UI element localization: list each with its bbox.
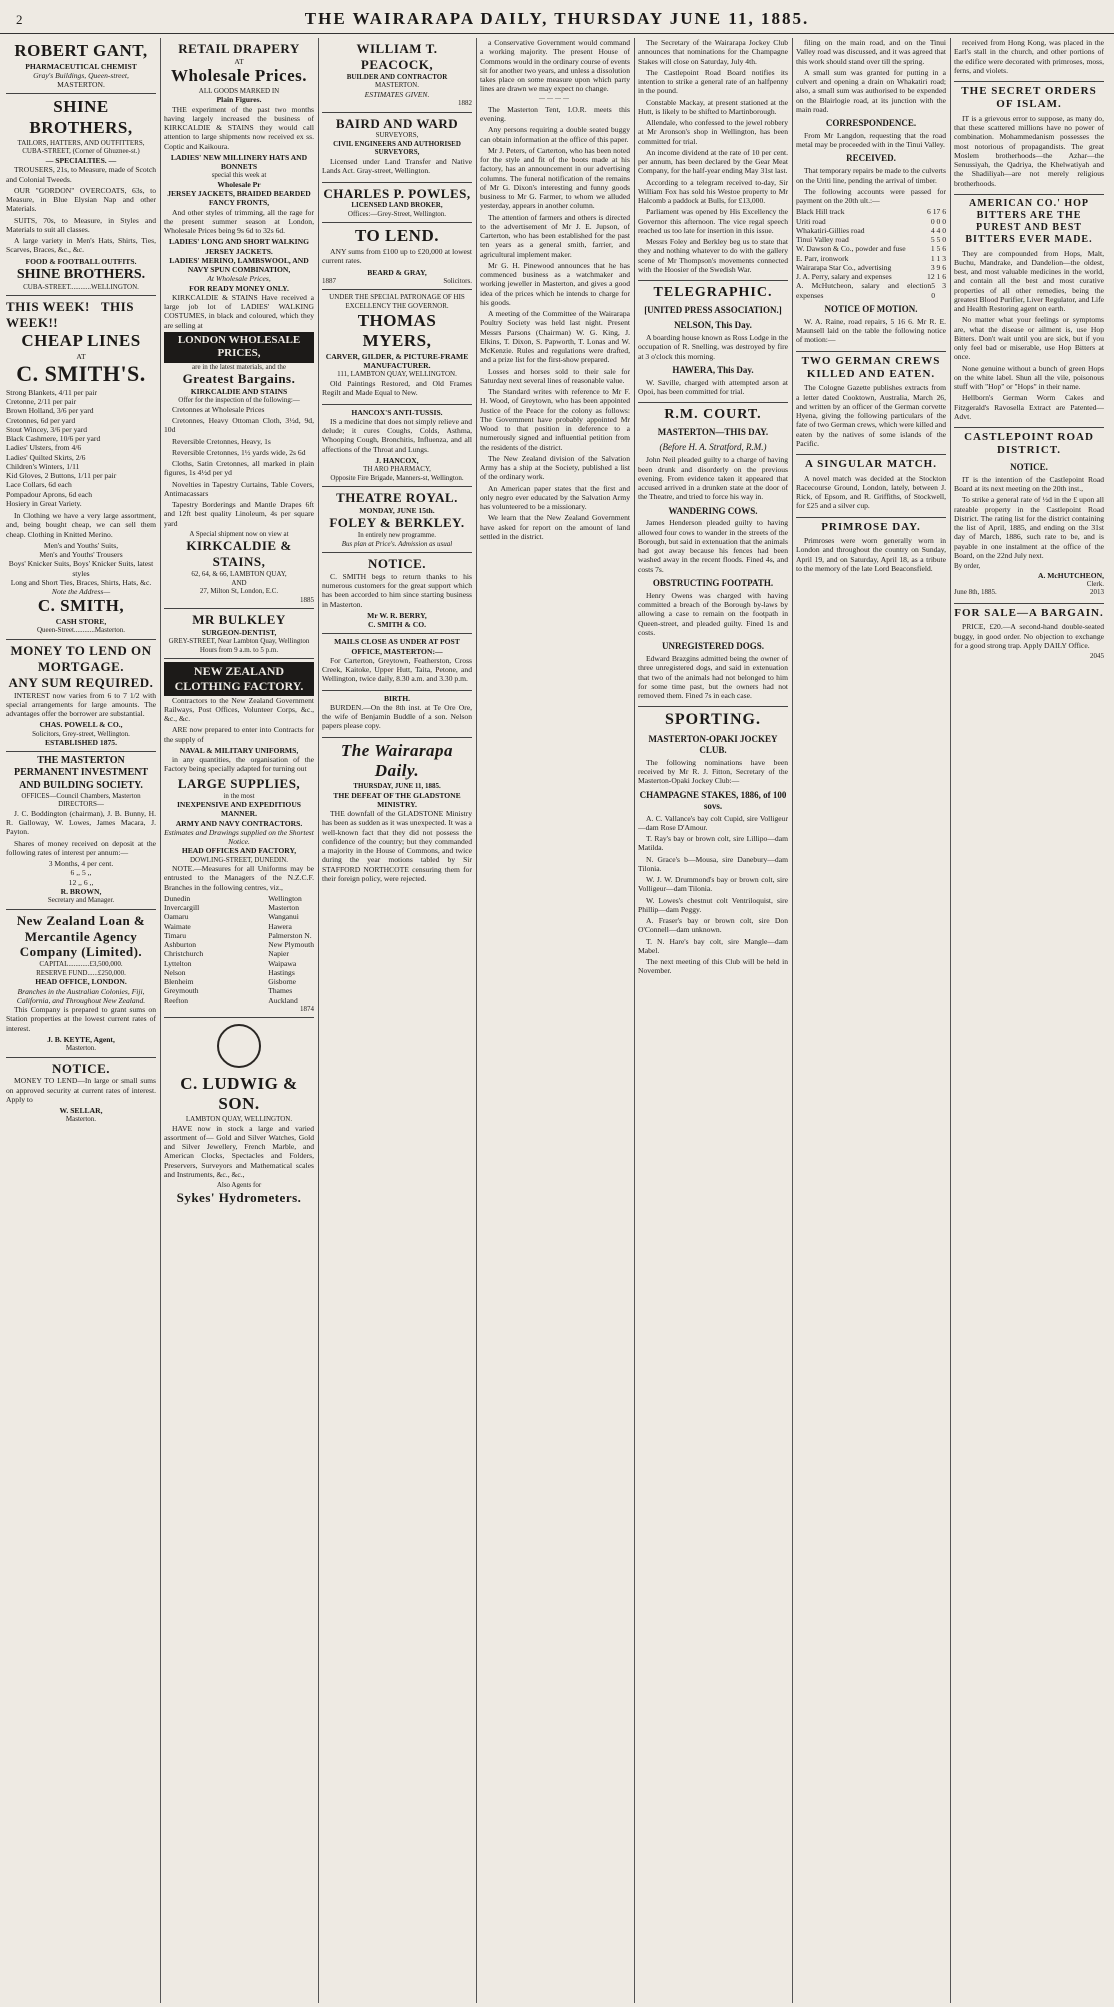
smiths-lines: Strong Blankets, 4/11 per pair Cretonne, 2/11 per pair Brown Holland, 3/6 per yard Cretonnes, 6d per yard Stout Wincey, 3/6 per yard Black Cashmere, 10/6 per yard Ladies' Ulsters, from 4/6 Ladies' Quilted Skirts, 2/6 Children's Winters, 1/11 Kid Gloves, 2 Buttons, 1/11 per pair Lace Collars, 6d each Pompadour Aprons, 6d each Hosiery in Great Variety.	[6, 387, 117, 508]
income-paragraph: An income dividend at the rate of 10 per cent. per annum, has been declared by the Gear Meat Company, for the half-year ending May 31st last.	[638, 147, 788, 176]
buggy-paragraph: Any persons requiring a double seated buggy can obtain information at the office of this paper.	[480, 125, 630, 144]
shares: Shares of money received on deposit at the following rates of interest per annum:—	[6, 838, 156, 857]
column-7	[954, 38, 1104, 2003]
shine-item: SUITS, 70s, to Measure, in Styles and Materials to suit all classes.	[6, 215, 156, 234]
court-text: John Neil pleaded guilty to a charge of having been drunk and disorderly on the previous evening. From evidence taken it appeared that accused arrived in a drunken state at the door of the Theatre, and tried to force his way in.	[638, 455, 788, 502]
parliament-paragraph: Parliament was opened by His Excellency the Governor this afternoon. The vice regal speech reached us too late for insertion in this issue.	[638, 207, 788, 235]
myers-4: Old Paintings Restored, and Old Frames Regilt and Made Equal to New.	[322, 379, 472, 398]
chas-powell-2: Solicitors, Grey-street, Wellington.	[32, 729, 130, 738]
hancox: HANCOX'S ANTI-TUSSIS.	[351, 407, 443, 417]
clothing-text: In Clothing we have a very large assortment, and, being bought cheap, we can sell them cheap. Clothing in Knitted Merino.	[6, 511, 156, 539]
branches-right: Wellington Masterton Wanganui Hawera Palmerston N. New Plymouth Napier Waipawa Hastings Gisborne Thames Auckland	[268, 893, 314, 1005]
received-heading: RECEIVED.	[846, 153, 896, 164]
standard-paragraph: The Standard writes with reference to Mr F. H. Wood, of Greytown, who has been appointed Justice of the Peace for the colony as follows: The Government have probably appointed Mr Wood to that position in deference to a numerously signed and influential petition from the residents of the district.	[480, 387, 630, 452]
all-goods: ALL GOODS MARKED IN	[198, 86, 280, 95]
notice: NOTICE.	[367, 556, 427, 572]
gant-advert	[6, 38, 156, 94]
merino-3: FOR READY MONEY ONLY.	[189, 283, 289, 293]
naval: NAVAL & MILITARY UNIFORMS,	[179, 745, 299, 755]
castlepoint-heading: CASTLEPOINT ROAD DISTRICT.	[954, 427, 1104, 458]
cheap-lines: CHEAP LINES	[21, 331, 141, 351]
hellborn: Hellborn's German Worm Cakes and Fitzgerald's Ravosella Extract are Patented—Advt.	[954, 393, 1104, 421]
primrose-heading: PRIMROSE DAY.	[796, 517, 946, 534]
building-society-advert	[6, 752, 156, 909]
account-row: E. Parr, ironwork 1 1 3	[796, 253, 946, 263]
nz-clothing: NEW ZEALAND CLOTHING FACTORY.	[164, 662, 314, 695]
for-sale-heading: FOR SALE—A BARGAIN.	[954, 603, 1104, 620]
shine-specialties: — SPECIALTIES. —	[45, 156, 117, 166]
rm-court-heading: R.M. COURT.	[638, 402, 788, 423]
before: (Before H. A. Stratford, R.M.)	[659, 442, 767, 453]
at-label: AT	[234, 56, 244, 66]
birth: BIRTH.	[383, 693, 411, 703]
established: ESTABLISHED 1875.	[44, 738, 118, 748]
dowling: DOWLING-STREET, DUNEDIN.	[189, 855, 289, 864]
notice-motion-heading: NOTICE OF MOTION.	[824, 303, 918, 314]
opaki-text: The following nominations have been received by Mr R. J. Fitton, Secretary of the Masterton-Opaki Jockey Club:—	[638, 757, 788, 786]
capital: CAPITAL............£3,500,000.	[39, 960, 123, 969]
cp-text-2: To strike a general rate of ½d in the £ upon all rateable property in the Castlepoint Road District. The rating list for the district containing the list of April, 1885, and ending on the 31st day of March, 1886, such rate to be, and is payable in one instalment at the office of the Board, on the 22nd July next.	[954, 495, 1104, 560]
clerk: Clerk.	[1086, 579, 1104, 588]
page-number: 2	[16, 12, 23, 27]
government-paragraph: We learn that the New Zealand Government have asked for report on the amount of land settled in the district.	[480, 513, 630, 541]
kirk-2: KIRKCALDIE AND STAINS	[190, 387, 288, 397]
road-text: filing on the main road, and on the Tinui Valley road was discussed, and it was agreed that this work should stand over till the spring.	[796, 38, 946, 66]
smiths-advert	[6, 296, 156, 640]
shine-item: OUR "GORDON" OVERCOATS, 63s, to Measure, in Blue Elysian Nap and other Materials.	[6, 185, 156, 214]
ladies-long: LADIES' LONG AND SHORT WALKING JERSEY JACKETS.	[169, 237, 309, 256]
offer-items: Cretonnes at Wholesale Prices Cretonnes, Heavy Ottoman Cloth, 3½d, 9d, 10d Reversible Cretonnes, Heavy, 1s Reversible Cretonnes, 1½ yards wide, 2s 6d Cloths, Satin Cretonnes, all marked in plain figures, 1s 4½d per yd Novelties in Tapestry Curtains, Table Covers, Antimacassars Tapestry Borderings and Mantle Drapes 6ft and 12ft best quality Linoleum, 4s per square yard	[164, 404, 314, 528]
smith-co: C. SMITH & CO.	[367, 620, 426, 630]
account-row: Whakatiri-Gillies road 4 4 0	[796, 225, 946, 235]
jupson-paragraph: The attention of farmers and others is directed to the advertisement of Mr J. E. Jupson, of Carterton, who has been established for the past ten years as a general smith, farrier, and agricultural implement maker.	[480, 212, 630, 259]
nelson-text: A boarding house known as Ross Lodge in the occupation of R. Snelling, was destroyed by fire at 3 o'clock this morning.	[638, 333, 788, 361]
shine-item: TROUSERS, 21s, to Measure, made of Scotch and Colonial Tweeds.	[6, 165, 156, 184]
foley-paragraph: Messrs Foley and Berkley beg us to state that they and nothing whatever to do with the gallery scene of Mr Thompson's movements connected with the Hoosier of the Swedish War.	[638, 237, 788, 274]
agents: Also Agents for	[216, 1181, 262, 1190]
secret-orders-heading: THE SECRET ORDERS OF ISLAM.	[954, 81, 1104, 112]
sellar: W. SELLAR,	[59, 1106, 103, 1116]
at-label: AT	[76, 351, 86, 361]
castlepoint-paragraph: The Castlepoint Road Board notifies its intention to strike a general rate of an halfpenny in the pound.	[638, 67, 788, 96]
column-rule	[792, 38, 793, 2003]
notice-text: MONEY TO LEND—In large or small sums on approved security at current rates of interest. Apply to	[6, 1076, 156, 1104]
wholesale-prices: Wholesale Prices.	[171, 66, 307, 86]
gant-name: ROBERT GANT,	[14, 41, 148, 60]
accounts-intro: The following accounts were passed for payment on the 20th ult.:—	[796, 186, 946, 206]
shine-address: CUBA-STREET, (Corner of Ghuznee-st.)	[22, 147, 140, 156]
brown: R. BROWN,	[60, 886, 102, 896]
shine-item: A large variety in Men's Hats, Shirts, Ties, Scarves, Braces, &c., &c.	[6, 236, 156, 255]
peacock-3: MASTERTON.	[375, 81, 419, 90]
myers: THOMAS MYERS,	[357, 310, 437, 351]
nz-loan-advert	[6, 910, 156, 1058]
head-offices: HEAD OFFICES AND FACTORY,	[181, 846, 297, 856]
offer: Offer for the inspection of the following:—	[178, 396, 300, 405]
army-navy: ARMY AND NAVY CONTRACTORS.	[175, 818, 303, 828]
allendale-paragraph: Allendale, who confessed to the jewel robbery at Mr Aronson's shop in Wellington, has been committed for trial.	[638, 118, 788, 146]
baird-3: CIVIL ENGINEERS AND AUTHORISED SURVEYORS,	[333, 139, 461, 157]
interest-text: INTEREST now varies from 6 to 7 1/2 with special arrangements for large amounts. The advantages offer the borrower are substantial.	[6, 690, 156, 718]
peacock-advert	[322, 38, 472, 113]
smith-footer-3: Queen-Street............Masterton.	[36, 626, 126, 635]
keyte: J. B. KEYTE, Agent,	[47, 1034, 115, 1044]
hancox-4: Opposite Fire Brigade, Manners-st, Wellington.	[330, 473, 464, 482]
theatre-advert	[322, 487, 472, 553]
hancox-2: J. HANCOX,	[375, 455, 419, 465]
powles-3: Offices:—Grey-Street, Wellington.	[347, 209, 447, 218]
hancox-text: IS a medicine that does not simply relieve and delude; it cures Coughs, Colds, Asthma, Whooping Cough, Bronchitis, Influenza, and all affections of the Throat and Lungs.	[322, 416, 472, 454]
hancox-3: TH ARO PHARMACY,	[363, 465, 431, 474]
primrose-text: Primroses were worn generally worn in London and throughout the country on Sunday, April 19, and on Saturday, April 18, as a tribute to the memory of the late Lord Beaconsfield.	[796, 536, 946, 573]
baird-advert	[322, 113, 472, 183]
reserve: RESERVE FUND......£250,000.	[36, 968, 126, 977]
none-genuine: None genuine without a bunch of green Hops on the white label. Shun all the vile, poisonous stuff with "Hop" or "Hops" in their name.	[954, 363, 1104, 392]
constable-paragraph: Constable Mackay, at present stationed at the Hutt, is likely to be shifted to Martinborough.	[638, 97, 788, 116]
dogs-heading: UNREGISTERED DOGS.	[661, 641, 765, 652]
berry: Mr W. R. BERRY,	[367, 610, 427, 620]
kirk-address: 62, 64, & 66, LAMBTON QUAY,	[191, 570, 287, 579]
jersey: JERSEY JACKETS, BRAIDED BEARDED FANCY FRONTS,	[167, 189, 311, 208]
losses-paragraph: Losses and horses sold to their sale for Saturday next several lines of reasonable value.	[480, 366, 630, 385]
for-sale-num: 2045	[1090, 652, 1104, 661]
jockey-paragraph: The Secretary of the Wairarapa Jockey Club announces that nominations for the Champagne Stakes will close on Saturday, July 4th.	[638, 38, 788, 66]
gant-trade: PHARMACEUTICAL CHEMIST	[25, 61, 137, 71]
birth-text: BURDEN.—On the 8th inst. at Te Ore Ore, the wife of Benjamin Buddle of a son. Nelson papers please copy.	[322, 702, 472, 731]
hop-text: They are compounded from Hops, Malt, Buchu, Mandrake, and Dandelion—the oldest, best, and most valuable medicines in the world, and contain all the best and most curative properties of all other remedies, being the greatest Blood Purifier, Liver Regulator, and Life and Health Restoring agent on earth.	[954, 248, 1104, 314]
greatest-bargains: Greatest Bargains.	[182, 371, 296, 387]
directors-list: J. C. Boddington (chairman), J. B. Bunny, H. R. Galloway, W. Lowes, James Macara, J. Payton.	[6, 808, 156, 837]
accounts-table	[796, 207, 946, 300]
ludwig-text: HAVE now in stock a large and varied assortment of— Gold and Silver Watches, Gold and Silver Jewellery, French Marble, and American Clocks, Spectacles and Folders, Preservers, Surveyors and Mathematical scales and Instruments, &c., &c.,	[164, 1123, 314, 1179]
nz-loan: New Zealand Loan & Mercantile Agency Company (Limited).	[16, 912, 146, 960]
peters-paragraph: Mr J. Peters, of Carterton, who has been noted for the style and fit of the boots made at his factory, has an announcement in our advertising columns. The funeral notification of the remains of Mr G. Dixon's interesting and funny goods business to Mr G. Farmer, to whom we alluded yesterday, appears in another column.	[480, 145, 630, 211]
account-row: Uriti road 0 0 0	[796, 216, 946, 226]
branch-lists	[164, 894, 314, 1005]
obstructing-text: Henry Owens was charged with having committed a breach of the Borough by-laws by allowing a case to remain on the footpath in Queen-street, and pleaded guilty. Fined 1s and costs.	[638, 590, 788, 637]
singular-heading: A SINGULAR MATCH.	[796, 454, 946, 471]
bulkley: MR BULKLEY	[192, 612, 286, 628]
account-row: Wairarapa Star Co., advertising 3 9 6	[796, 262, 946, 272]
mchutcheon: A. McHUTCHEON,	[1037, 570, 1104, 580]
nelson-dateline: NELSON, This Day.	[674, 320, 752, 331]
column-rule	[318, 38, 319, 2003]
shine-name: SHINE BROTHERS,	[29, 97, 133, 138]
myers-pre: UNDER THE SPECIAL PATRONAGE OF HIS EXCELLENCY THE GOVERNOR.	[329, 293, 465, 310]
account-row: Black Hill track 6 17 6	[796, 207, 946, 217]
salvation-paragraph: The New Zealand division of the Salvation Army has a ship at the Society, published a list of the ordinary work.	[480, 453, 630, 482]
editorial	[322, 738, 472, 890]
according-paragraph: According to a telegram received to-day, Sir William Fox has sold his Westoe property to Mr Halcomb a paddock at Bulls, for £13,000.	[638, 177, 788, 205]
sellar-2: Masterton.	[65, 1115, 97, 1124]
note-address: Note the Address—	[51, 587, 111, 597]
grant-text: A small sum was granted for putting in a culvert and opening a drain on Whakatiri road; also, a small sum was authorised to be expended on the Blairlogie road, at its junction with the main road.	[796, 67, 946, 114]
received-text: That temporary repairs be made to the culverts on the Uriti line, pending the arrival of timber.	[796, 166, 946, 185]
merino-2: At Wholesale Prices,	[207, 274, 271, 284]
united-press: [UNITED PRESS ASSOCIATION.]	[644, 305, 782, 316]
building-society: THE MASTERTON PERMANENT INVESTMENT AND BUILDING SOCIETY.	[14, 755, 148, 791]
myers-advert	[322, 290, 472, 404]
correspondence-heading: CORRESPONDENCE.	[825, 118, 917, 128]
ludwig: C. LUDWIG & SON.	[180, 1073, 298, 1114]
divider: ————	[539, 95, 571, 102]
kirk-num: 1885	[300, 595, 314, 604]
lowest: are in the latest materials, and the	[192, 362, 286, 371]
to-lend-advert	[322, 223, 472, 290]
sporting-text: The next meeting of this Club will be held in November.	[638, 957, 788, 976]
baird-4: Licensed under Land Transfer and Native Lands Act. Gray-street, Wellington.	[322, 157, 472, 176]
retail-text: THE experiment of the past two months having largely increased the business of KIRKCALDIE & STAINS they would call attention to large shipments now received ex ss. Coptic and Kaikoura.	[164, 104, 314, 151]
kirkcaldie-advert	[164, 38, 314, 609]
column-rule	[950, 38, 951, 2003]
column-rule	[160, 38, 161, 2003]
notice: NOTICE.	[51, 1060, 111, 1076]
beard-gray: BEARD & GRAY,	[367, 267, 427, 277]
directors: DIRECTORS—	[58, 800, 104, 809]
account-row: W. Dawson & Co., powder and fuse 1 5 6	[796, 244, 946, 254]
clothing-items: Men's and Youths' Suits, Men's and Youths' Trousers Boys' Knicker Suits, Boys' Knicker Suits, latest styles Long and Short Ties, Braces, Shirts, Hats, &c.	[8, 540, 154, 587]
beard-footer: 1887 Solicitors.	[322, 276, 472, 285]
smith-notice: C. SMITH begs to return thanks to his numerous customers for the great support which has been accorded to him since starting business in Masterton.	[322, 571, 472, 609]
smith-footer-2: CASH STORE,	[55, 617, 107, 627]
cp-footer: June 8th, 1885. 2013	[954, 588, 1104, 597]
hawera-dateline: HAWERA, This Day.	[672, 364, 754, 375]
myers-3: 111, LAMBTON QUAY, WELLINGTON.	[337, 370, 457, 379]
masterton-day: MASTERTON—THIS DAY.	[657, 427, 769, 438]
keyte-2: Masterton.	[65, 1044, 97, 1053]
branches-left: Dunedin Invercargill Oamaru Waimate Timaru Ashburton Christchurch Lyttelton Nelson Blenheim Greymouth Reefton	[164, 893, 204, 1005]
chas-powell: CHAS. POWELL & CO.,	[39, 720, 123, 730]
monday: MONDAY, JUNE 15th.	[359, 505, 435, 515]
entirely: In entirely new programme.	[357, 531, 437, 540]
foley: FOLEY & BERKLEY.	[329, 515, 465, 531]
in-most: in the most	[223, 791, 255, 800]
kirk-address-2: AND	[231, 578, 247, 587]
clothing-factory-advert	[164, 659, 314, 1018]
kirk-address-3: 27, Milton St, London, E.C.	[199, 587, 279, 596]
jersey-text: And other styles of trimming, all the rage for the present summer season at London, Wholesale Prices being 9s 6d to 32s 6d.	[164, 207, 314, 236]
correspondence-text: From Mr Langdon, requesting that the road metal may be proceeded with in the Tinui Valley.	[796, 130, 946, 150]
column-rule	[634, 38, 635, 2003]
this-week: THIS WEEK! THIS WEEK!!	[6, 299, 134, 331]
kirk-3: KIRKCALDIE & STAINS,	[186, 538, 292, 570]
defeat-text: THE downfall of the GLADSTONE Ministry has been as sudden as it was unexpected. It was a well-known fact that they did not possess the confidence of the country; but they commanded a majority in the House of Commons, and twice during the year motions tabled by Sir STAFFORD NORTHCOTE censuring them for their foreign policy, were rejected.	[322, 809, 472, 883]
american-paragraph: An American paper states that the first and only negro ever educated by the Salvation Army has volunteered to be a missionary.	[480, 483, 630, 512]
prepared: ARE now prepared to enter into Contracts for the supply of	[164, 725, 314, 744]
inexpensive: INEXPENSIVE AND EXPEDITIOUS MANNER.	[176, 800, 302, 819]
columns	[6, 38, 1108, 2003]
smith-footer: C. SMITH,	[37, 596, 125, 616]
london-wholesale: LONDON WHOLESALE PRICES,	[164, 332, 314, 363]
column-rule	[476, 38, 477, 2003]
ludwig-address: LAMBTON QUAY, WELLINGTON.	[185, 1115, 293, 1124]
to-lend-text: ANY sums from £100 up to £20,000 at lowest current rates.	[322, 247, 472, 266]
account-row: A. McHutcheon, salary and election expenses 5 3 0	[796, 281, 946, 300]
editorial-date: THURSDAY, JUNE 11, 1885.	[353, 782, 441, 791]
large-supplies: LARGE SUPPLIES,	[177, 775, 301, 791]
merino: LADIES' MERINO, LAMBSWOOL, AND NAVY SPUN COMBINATION,	[169, 255, 309, 275]
hawera-text: W. Saville, charged with attempted arson at Opoi, has been committed for trial.	[638, 377, 788, 396]
smiths-name: C. SMITH'S.	[16, 361, 146, 387]
powles: CHARLES P. POWLES,	[323, 185, 471, 201]
defeat-headline: THE DEFEAT OF THE GLADSTONE MINISTRY.	[333, 790, 461, 809]
powles-2: LICENSED LAND BROKER,	[351, 201, 443, 210]
gant-address: Gray's Buildings, Queen-street,	[33, 70, 129, 80]
peacock: WILLIAM T. PEACOCK,	[356, 41, 438, 72]
champagne-heading: CHAMPAGNE STAKES, 1886, of 100 sovs.	[639, 789, 787, 811]
money-head: MONEY TO LEND ON MORTGAGE.	[10, 642, 152, 674]
nominations-list: A. C. Vallance's bay colt Cupid, sire Volligeur—dam Rose D'Amour. T. Ray's bay or brown colt, sire Lillipo—dam Matilda. N. Grace's b—Mousa, sire Danebury—dam Tilonia. W. J. W. Drummond's bay or brown colt, sire Volligeur—dam Tilonia. W. Lowes's chestnut colt Ventriloquist, sire Phillip—dam Peggy. A. Fraser's bay or brown colt, sire Don O'Connell—dam unknown. T. N. Hare's bay colt, sire Mangle—dam Mabel.	[638, 813, 788, 955]
hop-text-2: No matter what your feelings or symptoms are, what the disease or ailment is, use Hop Bitters. Don't wait until you are sick, but if you only feel bad or miserable, use Hop Bitters at once.	[954, 315, 1104, 362]
special-shipment: A Special shipment now on view at	[189, 529, 289, 538]
mortgage-advert	[6, 640, 156, 752]
estimates: Estimates and Drawings supplied on the Shortest Notice.	[164, 827, 314, 847]
by-order: By order,	[954, 562, 981, 571]
hop-bitters-heading: AMERICAN CO.' HOP BITTERS ARE THE PUREST AND BEST BITTERS EVER MADE.	[954, 194, 1104, 247]
obstructing-heading: OBSTRUCTING FOOTPATH.	[652, 577, 774, 588]
masthead	[0, 0, 1114, 34]
mails: MAILS CLOSE AS UNDER AT POST OFFICE, MASTERTON:—	[334, 637, 460, 656]
peacock-4: ESTIMATES GIVEN.	[364, 89, 430, 99]
ladies-millinery: LADIES' NEW MILLINERY HATS AND BONNETS	[170, 152, 308, 172]
for-sale-text: PRICE, £20.—A second-hand double-seated buggy, in good order. No objection to exchange for a good strong trap. Apply DAILY Office.	[954, 622, 1104, 650]
account-row: J. A. Perry, salary and expenses 12 1 6	[796, 272, 946, 282]
shine-footer-address: CUBA-STREET............WELLINGTON.	[23, 282, 139, 291]
any-sum: ANY SUM REQUIRED.	[8, 674, 154, 690]
loan-text: This Company is prepared to grant sums on Station properties at the lowest current rates of interest.	[6, 1005, 156, 1033]
singular-text: A novel match was decided at the Stockton Racecourse Ground, London, lately, between J. Rick, of Epsom, and R. Griffiths, of Stockwell, for £25 and a silver cup.	[796, 473, 946, 511]
column-4	[480, 38, 630, 2003]
lead-paragraph: a Conservative Government would command a working majority. The present House of Commons would in the ordinary course of events sit for another two years, and unless a dissolution takes place on some measure upon which party lines are drawn we may expect no change.	[480, 38, 630, 94]
tent-paragraph: The Masterton Tent, I.O.R. meets this evening.	[480, 104, 630, 124]
plain-figures: Plain Figures.	[216, 95, 262, 105]
column-3	[322, 38, 472, 2003]
sporting-heading: SPORTING.	[638, 706, 788, 730]
gant-town: MASTERTON.	[57, 80, 105, 90]
cp-text: IT is the intention of the Castlepoint Road Board at its next meeting on the 20th inst.,	[954, 474, 1104, 494]
bus: Bus plan at Price's. Admission as usual	[341, 539, 453, 548]
german-text: The Cologne Gazette publishes extracts from a letter dated Cooktown, Australia, March 26, and written by an officer of the German corvette Hyena, giving the following particulars of the fate of two German crews, which were killed and eaten by the natives of some islands of the Pacific.	[796, 383, 946, 448]
head-office: HEAD OFFICE, LONDON.	[35, 977, 127, 987]
special: special this week at	[211, 171, 267, 180]
uniform-note: NOTE.—Measures for all Uniforms may be entrusted to the Managers of the N.Z.C.F. Branches in the following centres, viz.,	[164, 864, 314, 892]
shine-advert	[6, 94, 156, 296]
baird-2: SURVEYORS,	[375, 131, 419, 140]
sellar-advert	[6, 1058, 156, 1128]
ludwig-advert	[164, 1018, 314, 1209]
peacock-num: 1882	[458, 99, 472, 108]
theatre: THEATRE ROYAL.	[336, 490, 458, 506]
column-5	[638, 38, 788, 2003]
branch-num: 1874	[300, 1004, 314, 1013]
account-row: Tinui Valley road 5 5 0	[796, 235, 946, 245]
dogs-text: Edward Brazgins admitted being the owner of three unregistered dogs, and said in extenuation that two of the animals had not belonged to him for some time past, but the owners had not removed them. Fined 7s in each case.	[638, 654, 788, 701]
shine-footer: SHINE BROTHERS.	[16, 266, 146, 282]
shine-item: FOOD & FOOTBALL OUTFITS.	[25, 256, 137, 266]
retail-drapery: RETAIL DRAPERY	[178, 41, 300, 56]
column-2	[164, 38, 314, 2003]
wholesale-pr: Wholesale Pr	[217, 179, 261, 189]
opaki-heading: MASTERTON-OPAKI JOCKEY CLUB.	[648, 733, 778, 755]
bulkley-advert	[164, 609, 314, 659]
rates: 3 Months, 4 per cent. 6 ,, 5 ,, 12 ,, 6 ,,	[48, 859, 114, 887]
to-lend: TO LEND.	[355, 226, 439, 246]
kirk-text: KIRKCALDIE & STAINS Have received a large job lot of LADIES' WALKING COSTUMES, in black and coloured, which they are selling at	[164, 292, 314, 330]
bulkley-address: GREY-STREET, Near Lambton Quay, Wellington Hours from 9 a.m. to 5 p.m.	[168, 637, 310, 654]
contractors: Contractors to the New Zealand Government Railways, Post Offices, Volunteer Corps, &c., &c., &c.	[164, 695, 314, 724]
telegraphic-heading: TELEGRAPHIC.	[638, 280, 788, 301]
pinewood-paragraph: Mr G. H. Pinewood announces that he has commenced business as a watchmaker and working jeweller in Masterton, and gives a good idea of the prices which he intends to charge for his goods.	[480, 260, 630, 307]
hancox-advert	[322, 405, 472, 488]
bulkley-2: SURGEON-DENTIST,	[201, 628, 277, 638]
column-6	[796, 38, 946, 2003]
motion-text: W. A. Raine, road repairs, 5 16 6. Mr R. E. Maunsell laid on the table the following notice of motion:—	[796, 316, 946, 345]
wandering-text: James Henderson pleaded guilty to having allowed four cows to wander in the streets of the Borough, but said in extenuation that the animals had got away because his fences had been washed away in the recent floods. Fined 4s, and costs 7s.	[638, 518, 788, 574]
powles-advert	[322, 183, 472, 224]
mails-text: For Carterton, Greytown, Featherston, Cross Creek, Kaitoke, Upper Hutt, Taita, Petone, and Wellington, twice daily, 8.30 a.m. and 3.30 p.m.	[322, 655, 472, 684]
column-1	[6, 38, 156, 2003]
myers-2: CARVER, GILDER, & PICTURE-FRAME MANUFACTURER.	[325, 351, 469, 371]
notice-heading: NOTICE.	[1010, 461, 1048, 472]
crest-icon	[217, 1024, 261, 1068]
peacock-2: BUILDER AND CONTRACTOR	[346, 72, 448, 81]
hong-kong-text: received from Hong Kong, was placed in the Earl's stall in the church, and other portions of the edifice were decorated with primroses, moss, ferns, and violets.	[954, 38, 1104, 75]
wandering-heading: WANDERING COWS.	[668, 505, 758, 516]
wairarapa-daily: The Wairarapa Daily.	[340, 740, 454, 781]
newspaper-title: THE WAIRARAPA DAILY, THURSDAY JUNE 11, 1885.	[304, 9, 810, 28]
branches: Branches in the Australian Colonies, Fiji, California, and Throughout New Zealand.	[16, 986, 146, 1005]
offices: OFFICES—Council Chambers, Masterton	[21, 791, 141, 800]
shine-trades: TAILORS, HATTERS, AND OUTFITTERS,	[17, 138, 145, 147]
secret-orders-text: IT is a grievous error to suppose, as many do, that these scattered millions have no power of combination. Mohammedanism possesses the most notorious of propagandists. The great Moslem brotherhoods—the Azhar—the Senussiyah, the Qadriya, the Khelwatiyah and the Shadiliyah—are not merely religious brotherhoods.	[954, 113, 1104, 188]
sykes: Sykes' Hydrometers.	[176, 1189, 302, 1205]
german-heading: TWO GERMAN CREWS KILLED AND EATEN.	[796, 351, 946, 382]
poultry-paragraph: A meeting of the Committee of the Wairarapa Poultry Society was held last night. Present Messrs Parsons (Chairman) W. G. King, J. Elkins, T. Dixon, S. Papworth, T. Lonas and W. McKenzie. Rules and regulations were drafted, and a prize list for the first-show prepared.	[480, 309, 630, 365]
smith-notice-advert	[322, 553, 472, 634]
baird: BAIRD AND WARD	[335, 115, 459, 131]
mails-advert	[322, 634, 472, 690]
brown-2: Secretary and Manager.	[47, 896, 115, 905]
naval-text: in any quantities, the organisation of the Factory being specially adapted for turning out	[164, 755, 314, 774]
birth-notice	[322, 691, 472, 738]
